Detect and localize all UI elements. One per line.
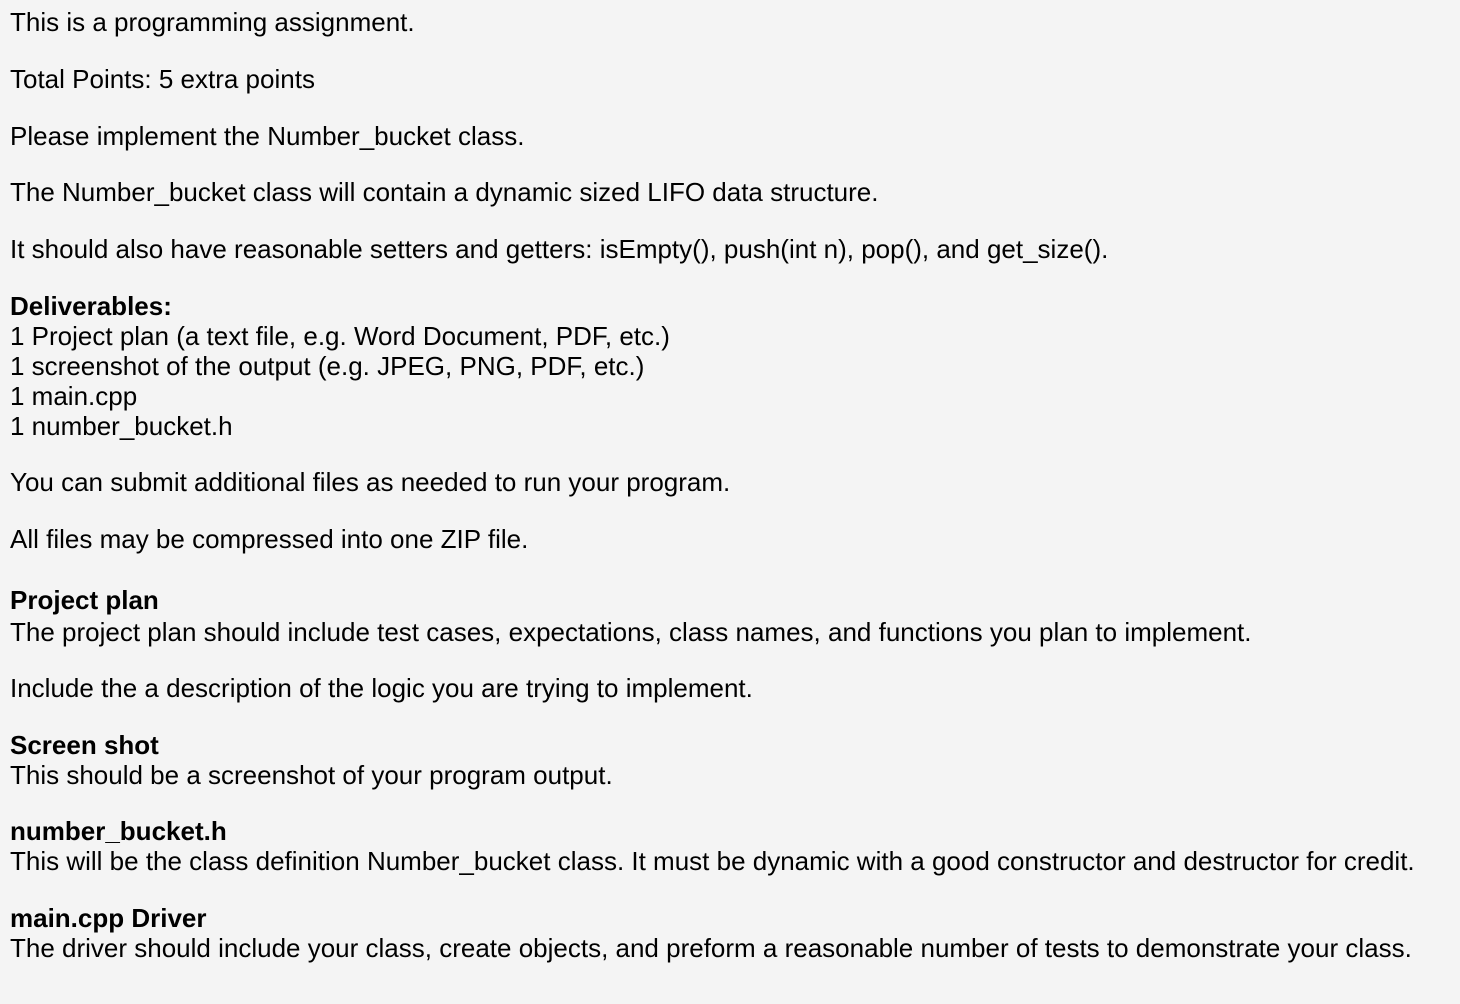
screen-shot-heading: Screen shot [10,730,159,760]
assignment-type-text: This is a programming assignment. [10,7,415,37]
methods-text: It should also have reasonable setters and getters: isEmpty(), push(int n), pop(), and get_size(). [10,234,1109,264]
additional-files-text: You can submit additional files as needed to run your program. [10,467,731,497]
screen-shot-body: This should be a screenshot of your program output. [10,760,613,790]
number-bucket-h-body: This will be the class definition Number_bucket class. It must be dynamic with a good constructor and destructor for credit. [10,846,1415,876]
deliverable-item: 1 number_bucket.h [10,411,233,441]
deliverable-item: 1 main.cpp [10,381,138,411]
project-plan-logic-note: Include the a description of the logic you are trying to implement. [10,673,753,703]
project-plan-heading: Project plan [10,585,159,615]
main-cpp-heading: main.cpp Driver [10,903,207,933]
project-plan-body: The project plan should include test cases, expectations, class names, and functions you plan to implement. [10,617,1252,647]
number-bucket-h-heading: number_bucket.h [10,816,227,846]
deliverable-item: 1 Project plan (a text file, e.g. Word Document, PDF, etc.) [10,321,670,351]
description-text: The Number_bucket class will contain a dynamic sized LIFO data structure. [10,177,879,207]
main-cpp-body: The driver should include your class, create objects, and preform a reasonable number of tests to demonstrate your class. [10,933,1412,963]
deliverable-item: 1 screenshot of the output (e.g. JPEG, PNG, PDF, etc.) [10,351,645,381]
zip-note-text: All files may be compressed into one ZIP file. [10,524,529,554]
deliverables-heading: Deliverables: [10,291,172,321]
total-points-text: Total Points: 5 extra points [10,64,315,94]
instruction-text: Please implement the Number_bucket class. [10,121,525,151]
